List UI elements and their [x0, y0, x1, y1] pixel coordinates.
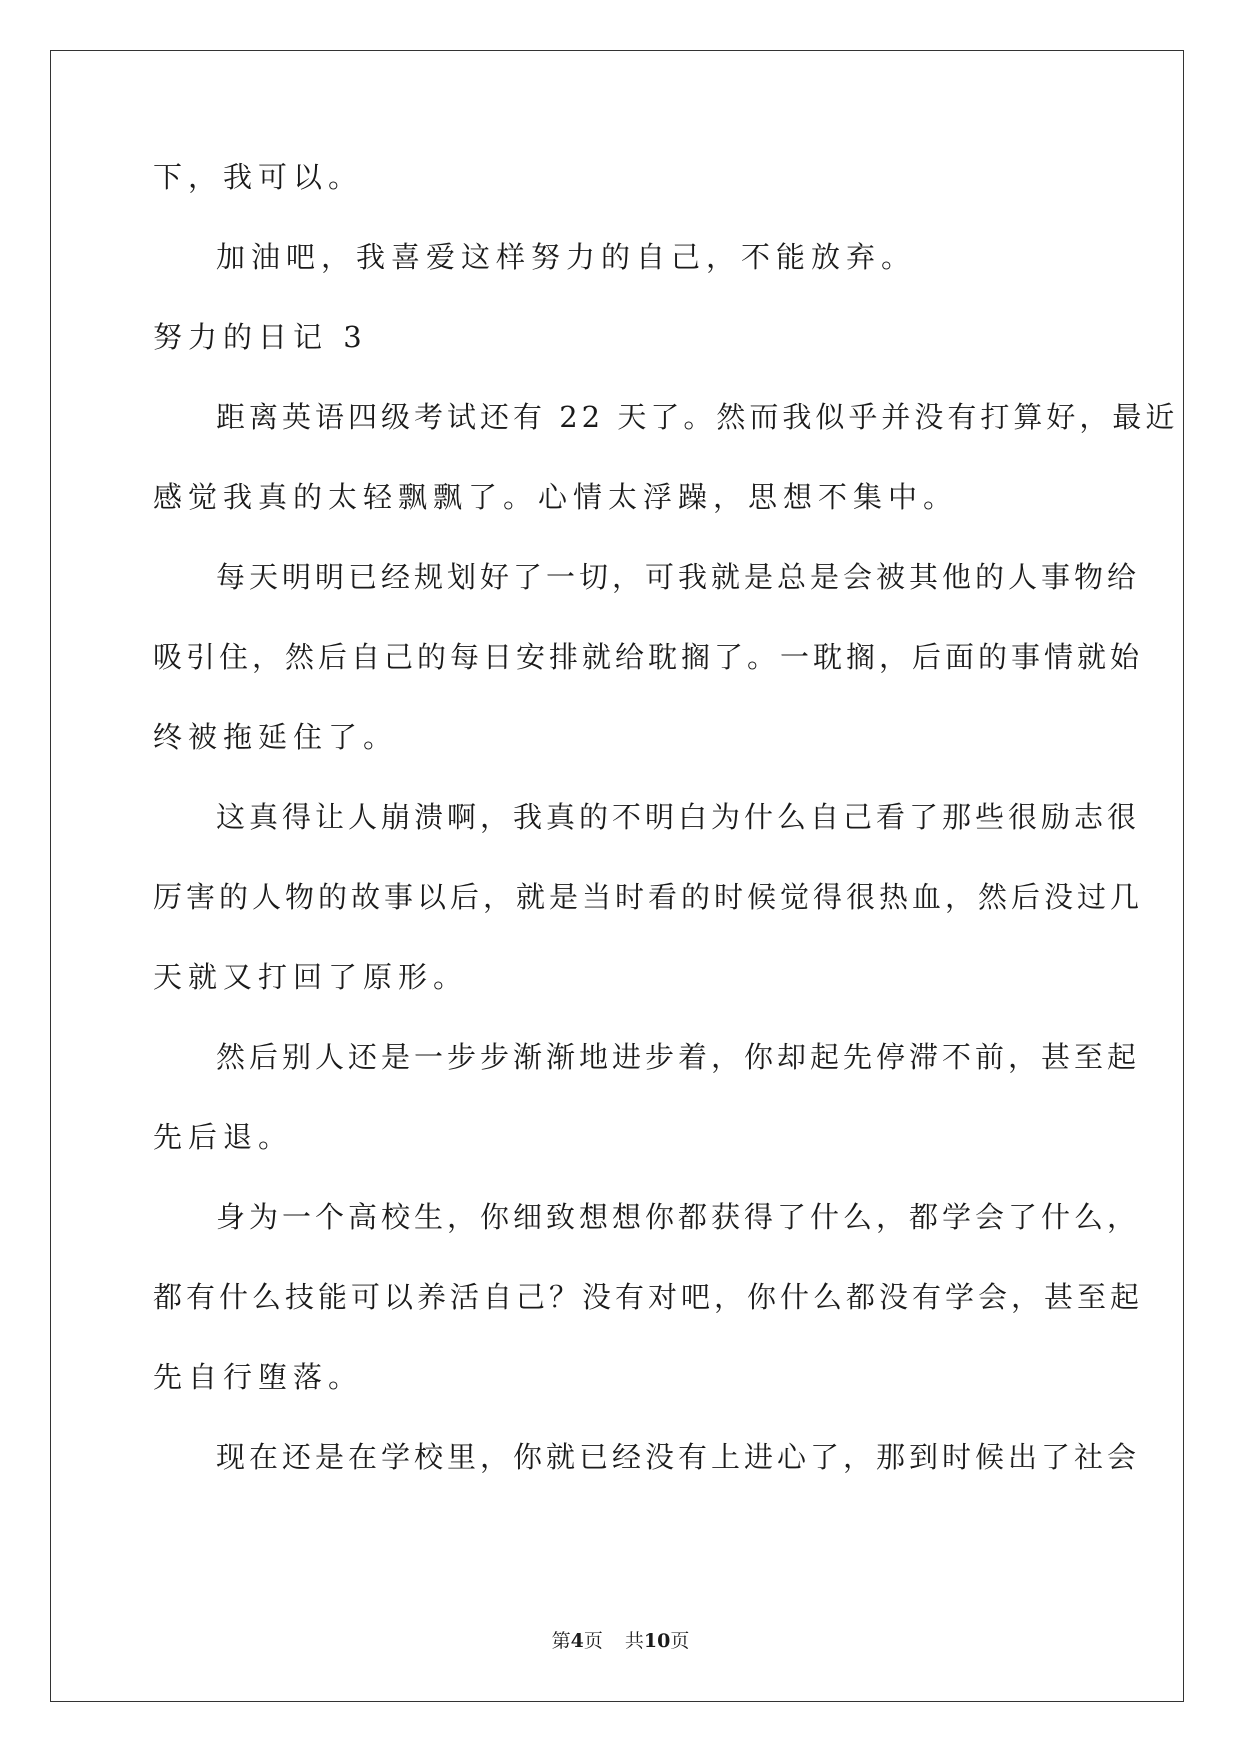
paragraph-line: 下，我可以。: [153, 160, 364, 194]
total-pages: 10: [643, 1630, 671, 1652]
paragraph-line: 加油吧，我喜爱这样努力的自己，不能放弃。: [216, 240, 917, 274]
paragraph-line: 吸引住，然后自己的每日安排就给耽搁了。一耽搁，后面的事情就始: [153, 640, 1144, 674]
paragraph-line: 感觉我真的太轻飘飘了。心情太浮躁，思想不集中。: [153, 480, 959, 514]
paragraph-line: 天就又打回了原形。: [153, 960, 469, 994]
paragraph-line: 身为一个高校生，你细致想想你都获得了什么，都学会了什么，: [216, 1200, 1141, 1234]
paragraph-line: 先后退。: [153, 1120, 294, 1154]
paragraph-line: 先自行堕落。: [153, 1360, 364, 1394]
footer-page-suffix: 页: [583, 1630, 603, 1652]
document-body: [153, 160, 1179, 1520]
paragraph-line: 厉害的人物的故事以后，就是当时看的时候觉得很热血，然后没过几: [153, 880, 1144, 914]
footer-total-prefix: 共: [624, 1630, 644, 1652]
paragraph-line: 每天明明已经规划好了一切，可我就是总是会被其他的人事物给: [216, 560, 1141, 594]
footer-total-suffix: 页: [670, 1630, 690, 1652]
paragraph-line: 然后别人还是一步步渐渐地进步着，你却起先停滞不前，甚至起: [216, 1040, 1141, 1074]
paragraph-line: 都有什么技能可以养活自己？没有对吧，你什么都没有学会，甚至起: [153, 1280, 1144, 1314]
page-number: 4: [570, 1630, 584, 1652]
paragraph-line: 终被拖延住了。: [153, 720, 399, 754]
footer-prefix: 第: [551, 1630, 571, 1652]
paragraph-line: 现在还是在学校里，你就已经没有上进心了，那到时候出了社会: [216, 1440, 1141, 1474]
page-footer: [0, 1626, 1241, 1653]
paragraph-line: 这真得让人崩溃啊，我真的不明白为什么自己看了那些很励志很: [216, 800, 1141, 834]
section-heading: 努力的日记 3: [153, 320, 368, 354]
paragraph-line: 距离英语四级考试还有 22 天了。然而我似乎并没有打算好，最近: [216, 400, 1179, 434]
